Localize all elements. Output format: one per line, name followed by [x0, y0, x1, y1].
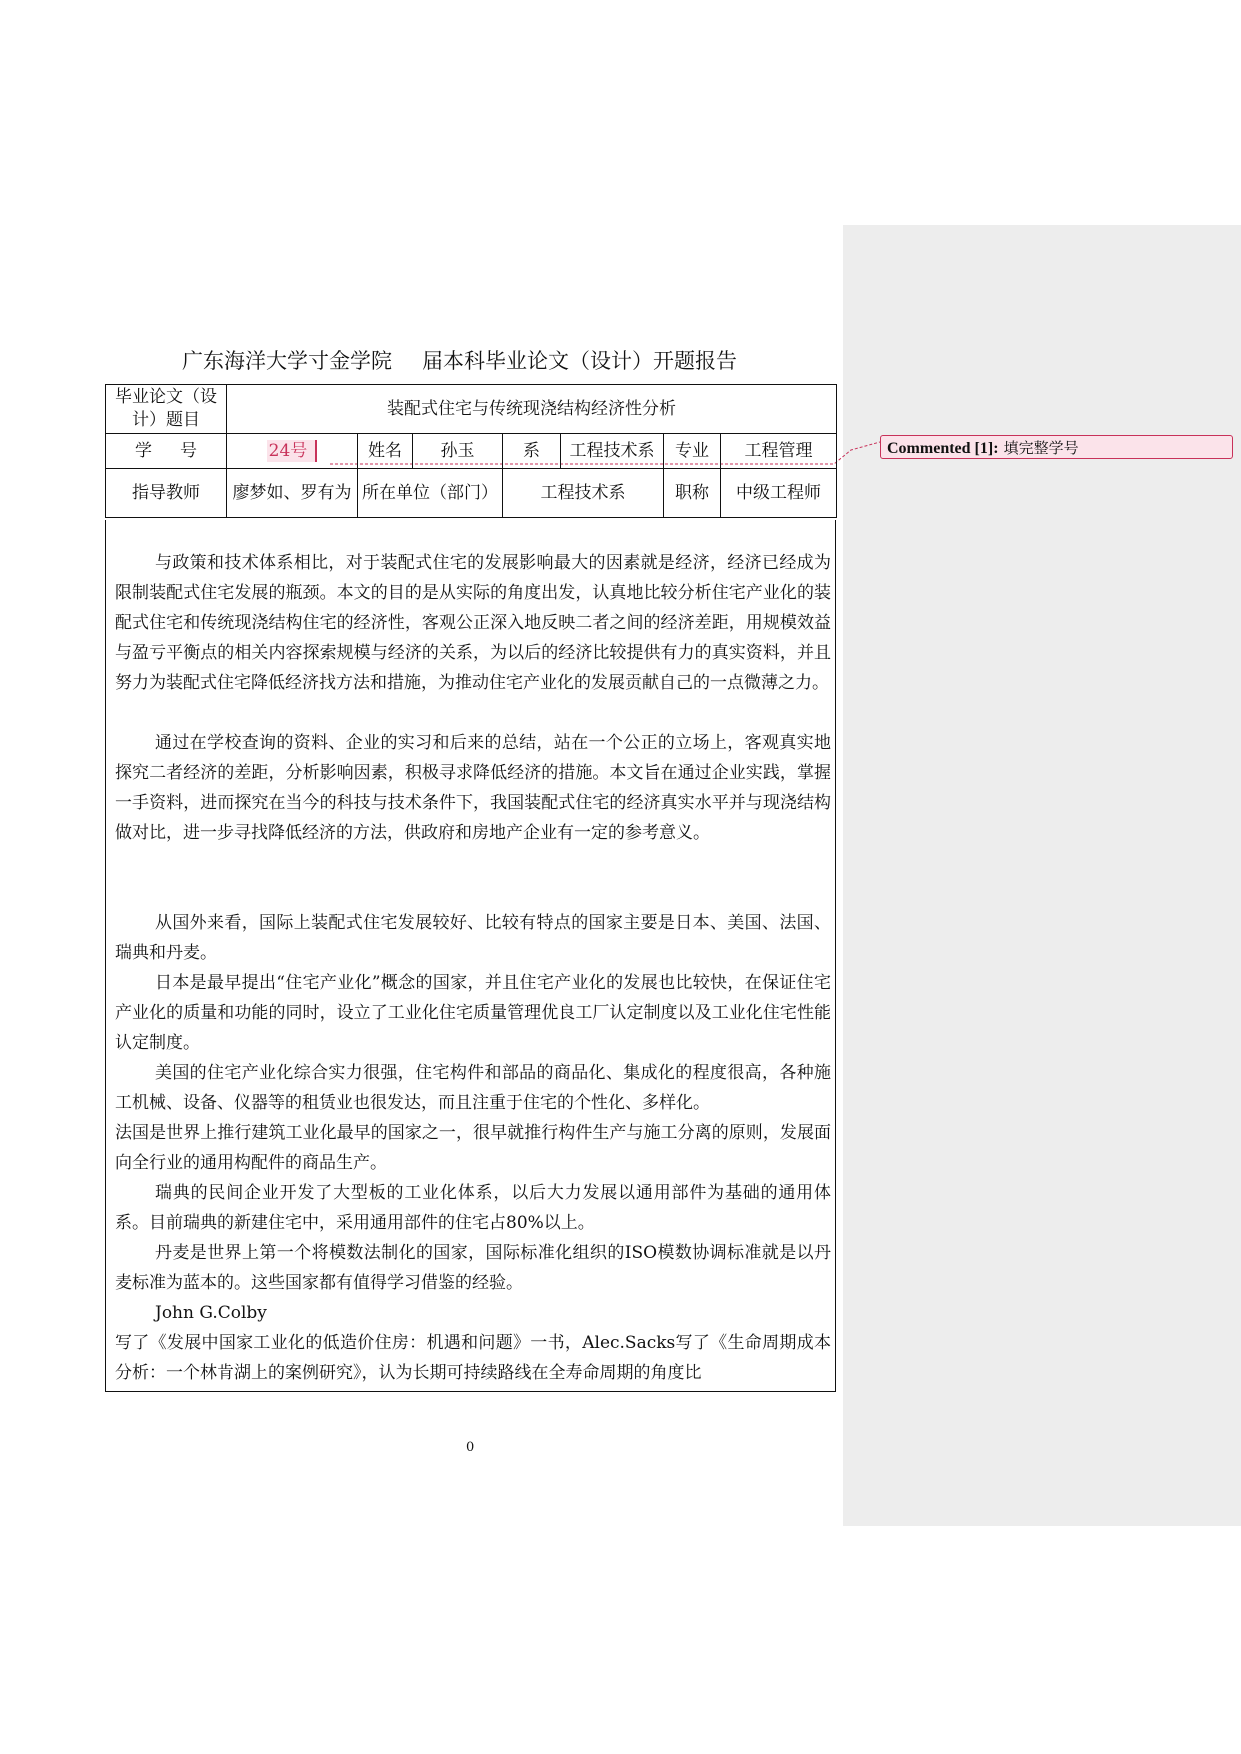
name-value[interactable]: 孙玉	[413, 434, 503, 469]
paragraph-1: 与政策和技术体系相比，对于装配式住宅的发展影响最大的因素就是经济，经济已经成为限制装配式住宅发展的瓶颈。本文的目的是从实际的角度出发，认真地比较分析住宅产业化的装配式住宅和传统现浇结构住宅的经济性，客观公正深入地反映二者之间的经济差距，用规模效益与盈亏平衡点的相关内容探索规模与经济的关系，为以后的经济比较提供有力的真实资料，并且努力为装配式住宅降低经济找方法和措施，为推动住宅产业化的发展贡献自己的一点微薄之力。	[115, 553, 831, 693]
student-id-label: 学号	[106, 434, 227, 469]
unit-label: 所在单位（部门）	[358, 469, 503, 518]
advisor-label: 指导教师	[106, 469, 227, 518]
comment-text: 填完整学号	[1003, 439, 1079, 457]
topic-value[interactable]: 装配式住宅与传统现浇结构经济性分析	[227, 385, 837, 434]
comment-tag: Commented [1]:	[887, 440, 999, 457]
title-report: 届本科毕业论文（设计）开题报告	[422, 349, 737, 373]
page-number: 0	[466, 1440, 475, 1455]
title-label: 职称	[664, 469, 721, 518]
paragraph-2: 通过在学校查询的资料、企业的实习和后来的总结，站在一个公正的立场上，客观真实地探究二者经济的差距，分析影响因素，积极寻求降低经济的措施。本文旨在通过企业实践，掌握一手资料，进而探究在当今的科技与技术条件下，我国装配式住宅的经济真实水平并与现浇结构做对比，进一步寻找降低经济的方法，供政府和房地产企业有一定的参考意义。	[115, 733, 831, 843]
title-school: 广东海洋大学寸金学院	[182, 349, 392, 373]
dept-value[interactable]: 工程技术系	[561, 434, 664, 469]
title-value[interactable]: 中级工程师	[721, 469, 837, 518]
topic-label: 毕业论文（设计）题目	[106, 385, 227, 434]
major-value[interactable]: 工程管理	[721, 434, 837, 469]
paragraph-4: 日本是最早提出“住宅产业化”概念的国家，并且住宅产业化的发展也比较快，在保证住宅产业化的质量和功能的同时，设立了工业化住宅质量管理优良工厂认定制度以及工业化住宅性能认定制度。	[115, 973, 831, 1053]
document-title	[182, 345, 822, 375]
advisor-value[interactable]: 廖梦如、罗有为	[227, 469, 358, 518]
report-body	[105, 520, 836, 1392]
unit-value[interactable]: 工程技术系	[503, 469, 664, 518]
paragraph-5: 美国的住宅产业化综合实力很强，住宅构件和部品的商品化、集成化的程度很高，各种施工机械、设备、仪器等的租赁业也很发达，而且注重于住宅的个性化、多样化。	[115, 1063, 831, 1113]
paragraph-10: 写了《发展中国家工业化的低造价住房：机遇和问题》一书，Alec.Sacks写了《生命周期成本分析：一个林肯湖上的案例研究》，认为长期可持续路线在全寿命周期的角度比	[115, 1333, 831, 1383]
dept-label: 系	[503, 434, 561, 469]
comment-balloon[interactable]	[880, 435, 1233, 459]
major-label: 专业	[664, 434, 721, 469]
paragraph-8: 丹麦是世界上第一个将模数法制化的国家，国际标准化组织的ISO模数协调标准就是以丹麦标准为蓝本的。这些国家都有值得学习借鉴的经验。	[115, 1243, 831, 1293]
student-id-value[interactable]: 24号	[267, 440, 318, 462]
paragraph-3: 从国外来看，国际上装配式住宅发展较好、比较有特点的国家主要是日本、美国、法国、瑞典和丹麦。	[115, 913, 831, 963]
info-table	[105, 384, 837, 518]
paragraph-7: 瑞典的民间企业开发了大型板的工业化体系，以后大力发展以通用部件为基础的通用体系。目前瑞典的新建住宅中，采用通用部件的住宅占80%以上。	[115, 1183, 831, 1233]
paragraph-6: 法国是世界上推行建筑工业化最早的国家之一，很早就推行构件生产与施工分离的原则，发展面向全行业的通用构配件的商品生产。	[115, 1123, 831, 1173]
paragraph-9: John G.Colby	[155, 1303, 267, 1323]
name-label: 姓名	[358, 434, 413, 469]
student-id-cell[interactable]	[227, 434, 358, 469]
